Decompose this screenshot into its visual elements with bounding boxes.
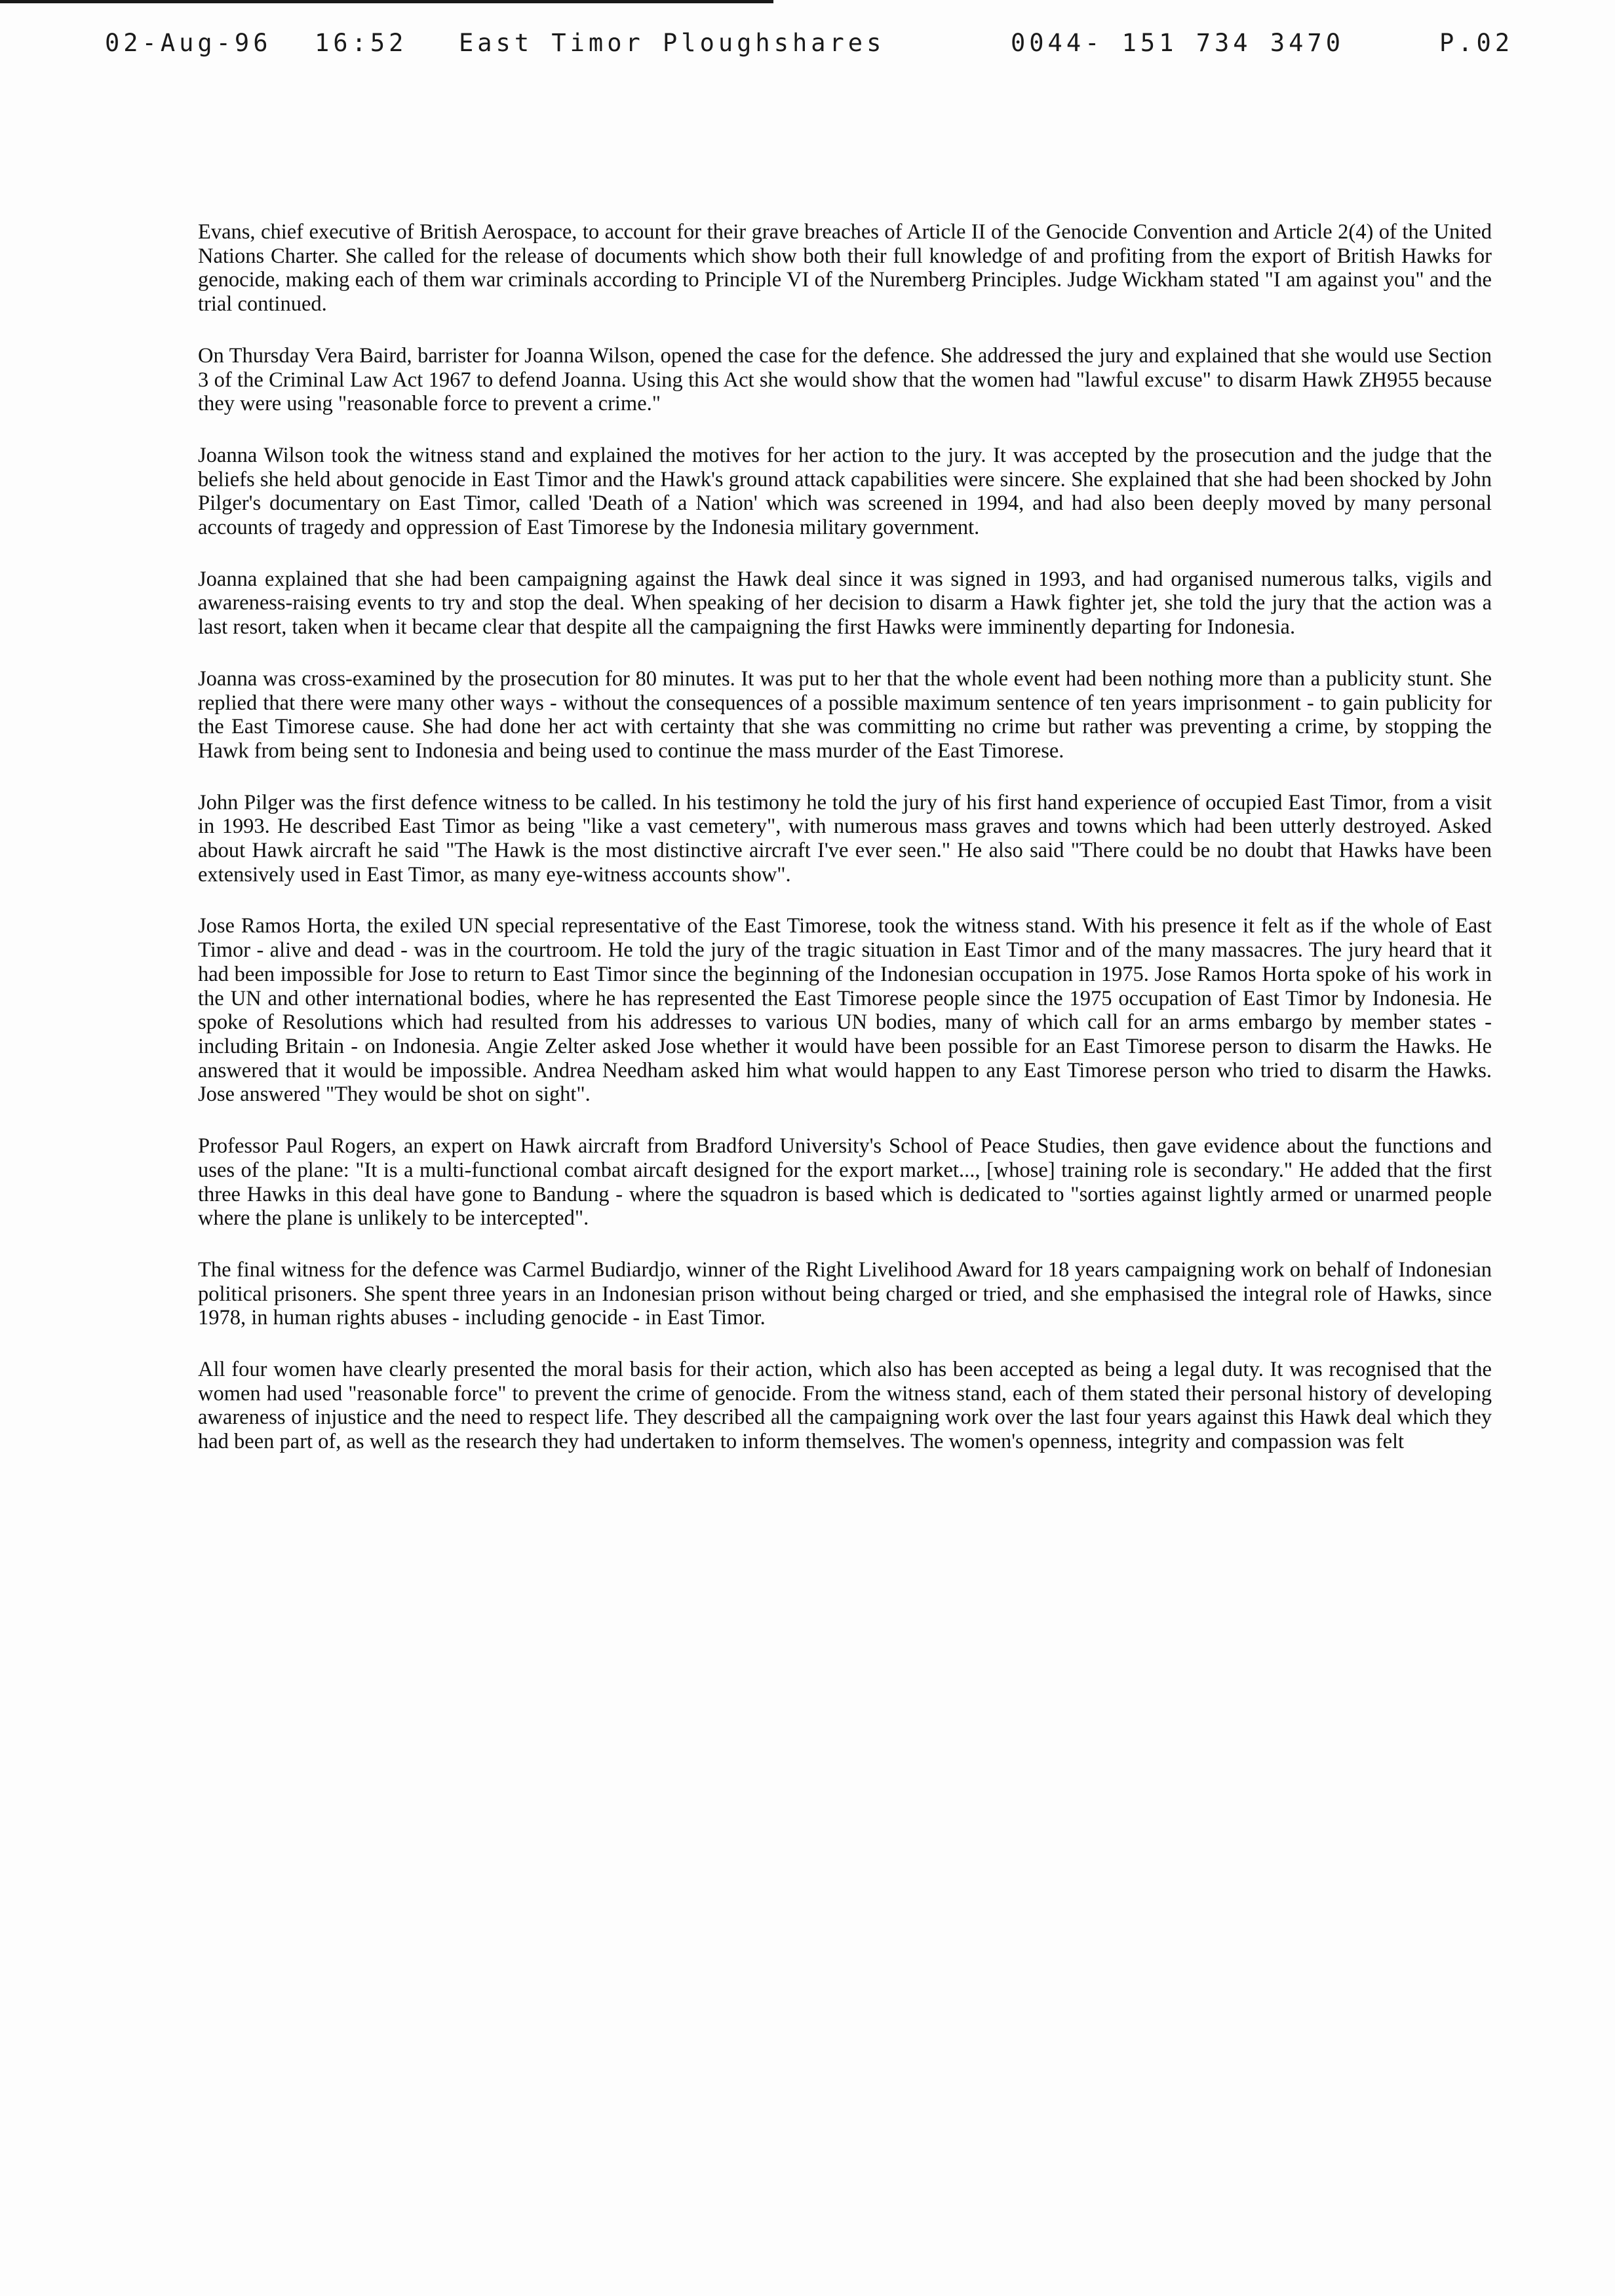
paragraph: Joanna was cross-examined by the prosecution for 80 minutes. It was put to her that the whole event had been nothing more than a publicity stunt. She replied that there were many other ways - without the consequences of a possible maximum sentence of ten years imprisonment - to gain publicity for the East Timorese cause. She had done her act with certainty that she was committing no crime but rather was preventing a crime, by stopping the Hawk from being sent to Indonesia and being used to continue the mass murder of the East Timorese. — [198, 666, 1492, 763]
paragraph: John Pilger was the first defence witness to be called. In his testimony he told the jury of his first hand experience of occupied East Timor, from a visit in 1993. He described East Timor as being "like a vast cemetery", with numerous mass graves and towns which had been utterly destroyed. Asked about Hawk aircraft he said "The Hawk is the most distinctive aircraft I've ever seen." He also said "There could be no doubt that Hawks have been extensively used in East Timor, as many eye-witness accounts show". — [198, 790, 1492, 887]
fax-date: 02-Aug-96 — [105, 29, 272, 57]
paragraph: Joanna Wilson took the witness stand and explained the motives for her action to the jury. It was accepted by the prosecution and the judge that the beliefs she held about genocide in East Timor and the Hawk's ground attack capabilities were sincere. She explained that she had been shocked by John Pilger's documentary on East Timor, called 'Death of a Nation' which was screened in 1994, and had also been deeply moved by many personal accounts of tragedy and oppression of East Timorese by the Indonesia military government. — [198, 443, 1492, 540]
paragraph: On Thursday Vera Baird, barrister for Joanna Wilson, opened the case for the defence. She addressed the jury and explained that she would use Section 3 of the Criminal Law Act 1967 to defend Joanna. Using this Act she would show that the women had "lawful excuse" to disarm Hawk ZH955 because they were using "reasonable force to prevent a crime." — [198, 343, 1492, 416]
fax-header — [105, 29, 1534, 62]
paragraph: Jose Ramos Horta, the exiled UN special representative of the East Timorese, took the witness stand. With his presence it felt as if the whole of East Timor - alive and dead - was in the courtroom. He told the jury of the tragic situation in East Timor and of the many massacres. The jury heard that it had been impossible for Jose to return to East Timor since the beginning of the Indonesian occupation in 1975. Jose Ramos Horta spoke of his work in the UN and other international bodies, where he has represented the East Timorese people since the 1975 occupation of East Timor by Indonesia. He spoke of Resolutions which had resulted from his addresses to various UN bodies, many of which call for an arms embargo by member states - including Britain - on Indonesia. Angie Zelter asked Jose whether it would have been possible for an East Timorese person to disarm the Hawks. He answered that it would be impossible. Andrea Needham asked him what would happen to any East Timorese person who tried to disarm the Hawks. Jose answered "They would be shot on sight". — [198, 914, 1492, 1107]
fax-sender: East Timor Ploughshares — [459, 29, 885, 57]
fax-top-rule — [0, 0, 773, 3]
article-body — [198, 220, 1492, 1482]
paragraph: The final witness for the defence was Carmel Budiardjo, winner of the Right Livelihood Award for 18 years campaigning work on behalf of Indonesian political prisoners. She spent three years in an Indonesian prison without being charged or tried, and she emphasised the integral role of Hawks, since 1978, in human rights abuses - including genocide - in East Timor. — [198, 1257, 1492, 1330]
fax-time: 16:52 — [315, 29, 408, 57]
fax-phone: 0044- 151 734 3470 — [1011, 29, 1344, 57]
paragraph: Joanna explained that she had been campaigning against the Hawk deal since it was signed in 1993, and had organised numerous talks, vigils and awareness-raising events to try and stop the deal. When speaking of her decision to disarm a Hawk fighter jet, she told the jury that the action was a last resort, taken when it became clear that despite all the campaigning the first Hawks were imminently departing for Indonesia. — [198, 567, 1492, 640]
paragraph: All four women have clearly presented the moral basis for their action, which also has been accepted as being a legal duty. It was recognised that the women had used "reasonable force" to prevent the crime of genocide. From the witness stand, each of them stated their personal history of developing awareness of injustice and the need to respect life. They described all the campaigning work over the last four years against this Hawk deal which they had been part of, as well as the research they had undertaken to inform themselves. The women's openness, integrity and compassion was felt — [198, 1358, 1492, 1454]
fax-page-number: P.02 — [1439, 29, 1514, 57]
paragraph: Evans, chief executive of British Aerospace, to account for their grave breaches of Article II of the Genocide Convention and Article 2(4) of the United Nations Charter. She called for the release of documents which show both their full knowledge of and profiting from the export of British Hawks for genocide, making each of them war criminals according to Principle VI of the Nuremberg Principles. Judge Wickham stated "I am against you" and the trial continued. — [198, 220, 1492, 316]
paragraph: Professor Paul Rogers, an expert on Hawk aircraft from Bradford University's School of Peace Studies, then gave evidence about the functions and uses of the plane: "It is a multi-functional combat aircaft designed for the export market..., [whose] training role is secondary." He added that the first three Hawks in this deal have gone to Bandung - where the squadron is based which is dedicated to "sorties against lightly armed or unarmed people where the plane is unlikely to be intercepted". — [198, 1134, 1492, 1231]
